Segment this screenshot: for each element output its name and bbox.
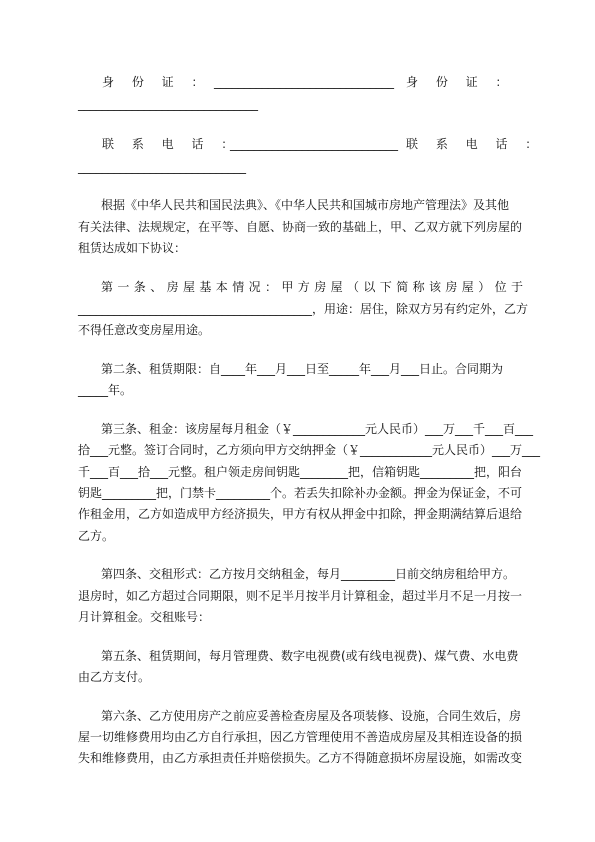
art4-line-1: 第四条、交租形式：乙方按月交纳租金，每月_________日前交纳房租给甲方。 [101,567,516,581]
art6-line-2: 屋一切维修费用均由乙方自行承担，因乙方管理使用不善造成房屋及其相连设备的损 [78,730,523,744]
art6-line-3: 失和维修费用，由乙方承担责任并赔偿损失。乙方不得随意损坏房屋设施，如需改变 [78,751,523,765]
art2-line-2: _____年。 [78,383,133,397]
intro-line-2: 有关法律、法规规定，在平等、自愿、协商一致的基础上，甲、乙双方就下列房屋的 [78,220,523,234]
id-card-blank-b: ______________________________ [78,97,258,111]
art4-line-2: 退房时，如乙方超过合同期限，则不足半月按半月计算租金，超过半月不足一月按一 [78,589,523,603]
art5-line-2: 由乙方支付。 [78,670,151,684]
intro-line-3: 租赁达成如下协议： [78,241,187,255]
art4-line-3: 月计算租金。交租账号： [78,610,211,624]
phone-blank-a: ____________________________ [230,137,398,151]
art1-line-1: 第一条、房屋基本情况：甲方房屋（以下简称该房屋）位于 [101,280,523,294]
art6-line-1: 第六条、乙方使用房产之前应妥善检查房屋及各项装修、设施，合同生效后，房 [101,709,522,723]
id-card-label-a: 身 份 证 ： [102,75,211,89]
phone-label-a: 联 系 电 话 ： [102,137,241,151]
art3-line-2: 拾___元整。签订合同时，乙方须向甲方交纳押金（￥____________元人民币）___万___ [78,443,541,457]
phone-label-b: 联 系 电 话 ： [406,137,545,151]
art2-line-1: 第二条、租赁期限：自____年___月___日至_____年___月___日止。合同期为 [101,362,504,376]
art1-line-2: _______________________________________，用途：居住，除双方另有约定外，乙方 [78,302,529,316]
art1-line-3: 不得任意改变房屋用途。 [78,323,211,337]
art5-line-1: 第五条、租赁期间，每月管理费、数字电视费(或有线电视费)、煤气费、水电费 [101,649,519,663]
phone-blank-b: ____________________________ [78,160,246,174]
art3-line-5: 作租金用，乙方如造成甲方经济损失，甲方有权从押金中扣除，押金期满结算后退给 [78,507,523,521]
art3-line-3: 千___百___拾___元整。租户领走房间钥匙________把，信箱钥匙_________把，阳台 [78,465,523,479]
intro-line-1: 根据《中华人民共和国民法典》、《中华人民共和国城市房地产管理法》及其他 [101,198,510,212]
id-card-label-b: 身 份 证 ： [406,75,515,89]
art3-line-6: 乙方。 [78,529,115,543]
art3-line-1: 第三条、租金：该房屋每月租金（￥____________元人民币）___万___千___百___ [101,422,534,436]
id-card-blank-a: ______________________________ [214,75,394,89]
art3-line-4: 钥匙_________把，门禁卡_________个。若丢失扣除补办金额。押金为保证金，不可 [78,486,523,500]
